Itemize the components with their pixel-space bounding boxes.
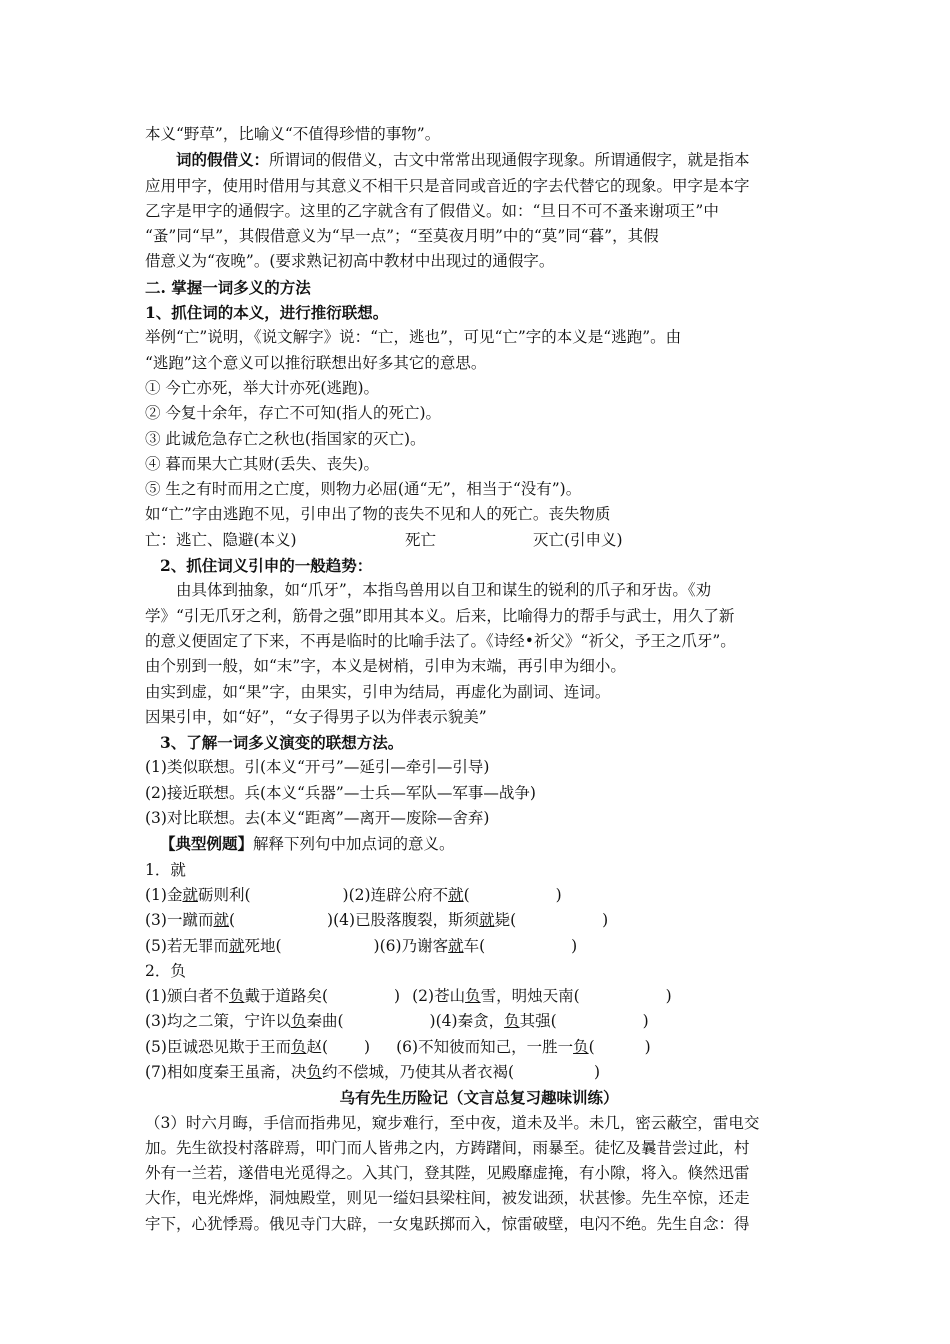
question-row: (3)一蹴而就( )(4)已股落腹裂，斯须就毙( ) — [145, 911, 609, 930]
exercise-label: 【典型例题】 — [160, 834, 254, 854]
association-item: (3)对比联想。去(本义“距离”—离开—废除—舍弃) — [145, 809, 490, 828]
association-item: (2)接近联想。兵(本义“兵器”—士兵—军队—军事—战争) — [145, 783, 536, 802]
example-item: ④ 暮而果大亡其财(丢失、丧失)。 — [145, 454, 380, 473]
text-line: 应用甲字，使用时借用与其意义不相干只是音同或音近的字去代替它的现象。甲字是本字 — [145, 176, 750, 195]
story-line: 大作，电光烨烨，洞烛殿堂，则见一缢妇县梁柱间，被发诎颈，状甚惨。先生卒惊，还走 — [145, 1189, 750, 1208]
dotted-word: 负 — [504, 1012, 520, 1031]
text-line: 学》“引无爪牙之利，筋骨之强”即用其本义。后来，比喻得力的帮手与武士，用久了新 — [145, 606, 735, 625]
dotted-word: 负 — [573, 1037, 589, 1056]
text-line: 因果引申，如“好”，“女子得男子以为伴表示貌美” — [145, 707, 487, 726]
story-line: （3）时六月晦，手信而指弗见，窥步难行，至中夜，道未及半。未几，密云蔽空，雷电交 — [145, 1113, 760, 1132]
dotted-word: 就 — [448, 885, 464, 904]
text-line: 如“亡”字由逃跑不见，引申出了物的丧失不见和人的死亡。丧失物质 — [145, 505, 611, 524]
chain-original: 亡：逃亡、隐避(本义) — [145, 530, 297, 549]
text-line: 由具体到抽象，如“爪牙”，本指鸟兽用以自卫和谋生的锐利的爪子和牙齿。《劝 — [176, 581, 712, 600]
text-line: 的意义便固定了下来，不再是临时的比喻手法了。《诗经•祈父》“祈父，予王之爪牙”。 — [145, 631, 736, 650]
dotted-word: 就 — [479, 911, 495, 930]
example-item: ⑤ 生之有时而用之亡度，则物力必屈(通“无”，相当于“没有”)。 — [145, 480, 582, 499]
example-item: ② 今复十余年，存亡不可知(指人的死亡)。 — [145, 404, 442, 423]
subsection-heading-3: 3、了解一词多义演变的联想方法。 — [160, 733, 404, 753]
question-title: 2．负 — [145, 961, 186, 980]
question-row: (5)臣诚恐见欺于王而负赵( ) (6)不知彼而知己，一胜一负( ) — [145, 1037, 651, 1056]
dotted-word: 就 — [182, 885, 198, 904]
example-item: ③ 此诚危急存亡之秋也(指国家的灭亡)。 — [145, 429, 426, 448]
subsection-heading-1: 1、抓住词的本义，进行推衍联想。 — [145, 303, 389, 323]
association-item: (1)类似联想。引(本义“开弓”—延引—牵引—引导) — [145, 758, 490, 777]
subsection-heading-2: 2、抓住词义引申的一般趋势： — [160, 556, 373, 576]
question-row: (5)若无罪而就死地( )(6)乃谢客就车( ) — [145, 936, 578, 955]
text-line: “蚤”同“早”，其假借意义为“早一点”；“至莫夜月明”中的“莫”同“暮”，其假 — [145, 227, 659, 246]
paragraph-loan-meaning: 词的假借义：所谓词的假借义，古文中常常出现通假字现象。所谓通假字，就是指本 — [176, 150, 750, 170]
dotted-word: 负 — [228, 987, 245, 1006]
text-line: 由实到虚，如“果”字，由果实，引申为结局，再虚化为副词、连词。 — [145, 682, 611, 701]
story-line: 加。先生欲投村落辟焉，叩门而人皆弗之内，方踌躇间，雨暴至。徒忆及曩昔尝过此，村 — [145, 1138, 750, 1157]
exercise-intro: 【典型例题】解释下列句中加点词的意义。 — [160, 834, 455, 854]
question-title: 1．就 — [145, 860, 186, 879]
question-row: (3)均之二策，宁许以负秦曲( )(4)秦贪，负其强( ) — [145, 1012, 649, 1031]
chain-death: 死亡 — [405, 530, 437, 549]
text-line: 由个别到一般，如“末”字，本义是树梢，引申为末端，再引申为细小。 — [145, 657, 626, 676]
dotted-word: 负 — [465, 987, 481, 1006]
dotted-word: 就 — [213, 911, 229, 930]
question-row: (1)颁白者不负戴于道路矣( ) (2)苍山负雪，明烛天南( ) — [145, 987, 672, 1006]
text-line: 举例“亡”说明，《说文解字》说：“亡，逃也”，可见“亡”字的本义是“逃跑”。由 — [145, 328, 682, 347]
story-title: 乌有先生历险记（文言总复习趣味训练） — [339, 1088, 619, 1108]
text-line: 借意义为“夜晚”。(要求熟记初高中教材中出现过的通假字。 — [145, 252, 555, 271]
meaning-chain — [145, 528, 813, 553]
dotted-word: 负 — [290, 1012, 307, 1031]
dotted-word: 负 — [306, 1062, 322, 1081]
text-line: “逃跑”这个意义可以推衍联想出好多其它的意思。 — [145, 353, 487, 372]
document-body — [145, 122, 813, 1237]
term-loan-meaning: 词的假借义： — [176, 150, 270, 170]
text-line: 乙字是甲字的通假字。这里的乙字就含有了假借义。如：“旦日不可不蚤来谢项王”中 — [145, 201, 719, 220]
paragraph-figurative-meaning: 本义“野草”，比喻义“不值得珍惜的事物”。 — [145, 125, 441, 143]
story-line: 宇下，心犹悸焉。俄见寺门大辟，一女鬼跃掷而入，惊雷破壁，电闪不绝。先生自念：得 — [145, 1214, 750, 1233]
story-line: 外有一兰若，遂借电光觅得之。入其门，登其陛，见殿靡虚掩，有小隙，将入。倏然迅雷 — [145, 1164, 750, 1183]
dotted-word: 就 — [448, 936, 464, 955]
dotted-word: 负 — [290, 1037, 307, 1056]
chain-extended: 灭亡(引申义) — [533, 530, 623, 549]
question-row: (1)金就砺则利( )(2)连辟公府不就( ) — [145, 885, 562, 904]
section-heading-2: 二. 掌握一词多义的方法 — [145, 277, 311, 297]
dotted-word: 就 — [228, 936, 245, 955]
example-item: ① 今亡亦死，举大计亦死(逃跑)。 — [145, 378, 380, 397]
question-row: (7)相如度秦王虽斋，决负约不偿城，乃使其从者衣褐( ) — [145, 1062, 601, 1081]
